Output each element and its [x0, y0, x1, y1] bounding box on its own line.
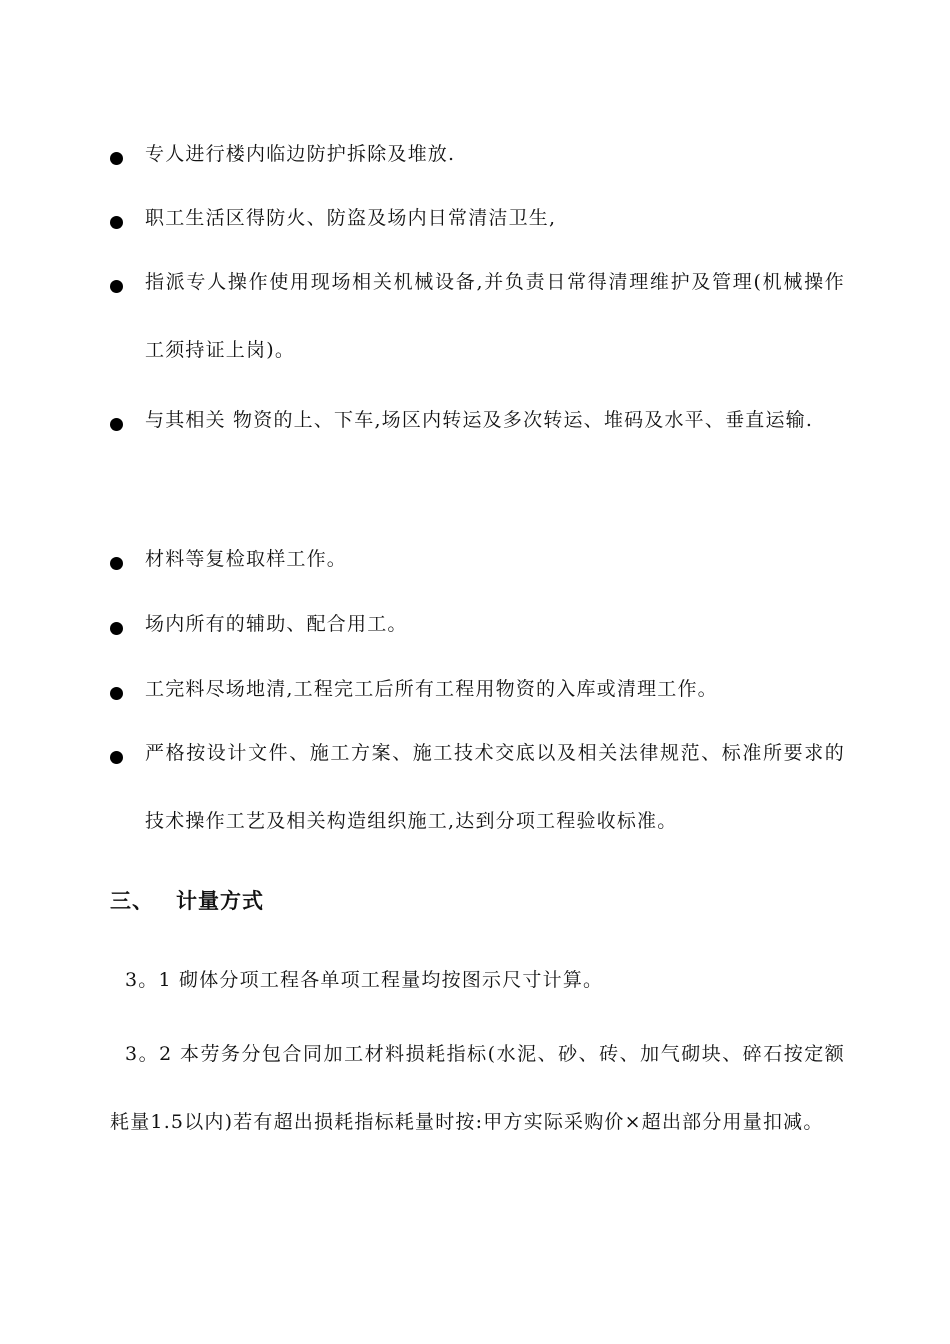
list-item — [110, 206, 845, 252]
bullet-icon — [110, 216, 123, 229]
section-title: 计量方式 — [176, 888, 264, 913]
list-item-text: 职工生活区得防火、防盗及场内日常清洁卫生, — [145, 207, 557, 229]
list-item-text: 场内所有的辅助、配合用工。 — [145, 613, 408, 635]
bullet-icon — [110, 280, 123, 293]
bullet-icon — [110, 152, 123, 165]
section-number: 三、 — [110, 888, 154, 913]
list-item — [110, 142, 845, 188]
list-item — [110, 547, 845, 593]
list-item-text: 专人进行楼内临边防护拆除及堆放. — [145, 143, 456, 165]
list-item — [110, 612, 845, 658]
list-item-text: 工完料尽场地清,工程完工后所有工程用物资的入库或清理工作。 — [145, 678, 718, 700]
list-item — [110, 677, 845, 723]
list-item-text: 指派专人操作使用现场相关机械设备,并负责日常得清理维护及管理(机械操作工须持证上岗)。 — [145, 271, 845, 361]
paragraph: 3。1 砌体分项工程各单项工程量均按图示尺寸计算。 — [125, 969, 604, 991]
list-item — [110, 741, 845, 855]
list-item-text: 与其相关 物资的上、下车,场区内转运及多次转运、堆码及水平、垂直运输. — [145, 409, 814, 431]
bullet-icon — [110, 751, 123, 764]
list-item — [110, 408, 845, 454]
section-heading — [110, 885, 264, 915]
bullet-icon — [110, 687, 123, 700]
paragraph: 3。2 本劳务分包合同加工材料损耗指标(水泥、砂、砖、加气砌块、碎石按定额耗量1.5以内)若有超出损耗指标耗量时按:甲方实际采购价×超出部分用量扣减。 — [110, 1043, 845, 1133]
bullet-icon — [110, 622, 123, 635]
bullet-icon — [110, 557, 123, 570]
list-item-text: 材料等复检取样工作。 — [145, 548, 348, 570]
bullet-icon — [110, 418, 123, 431]
list-item — [110, 270, 845, 384]
list-item-text: 严格按设计文件、施工方案、施工技术交底以及相关法律规范、标准所要求的技术操作工艺及相关构造组织施工,达到分项工程验收标准。 — [145, 742, 845, 832]
